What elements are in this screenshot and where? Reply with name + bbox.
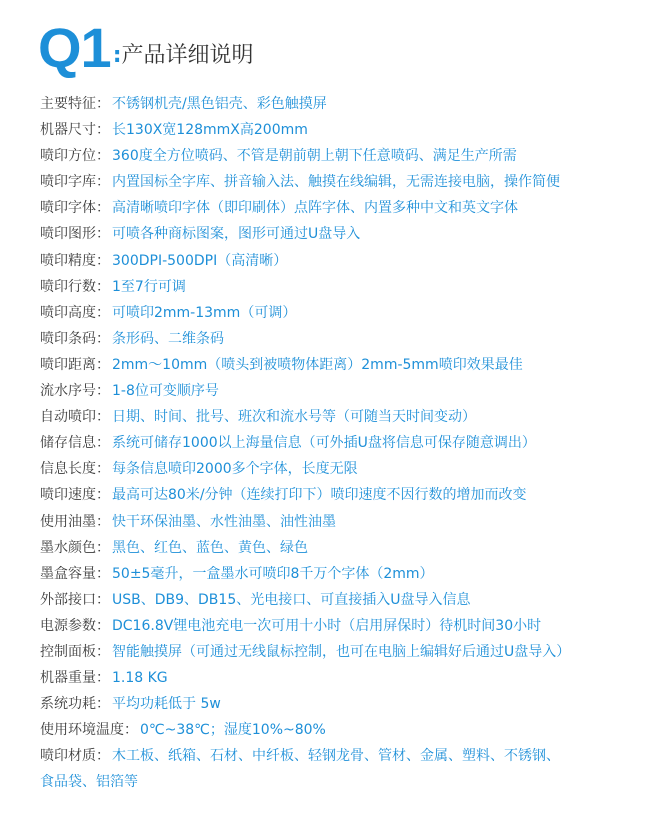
- spec-label: 系统功耗：: [40, 696, 110, 713]
- spec-value: 黑色、红色、蓝色、黄色、绿色: [112, 539, 308, 556]
- section-header: [38, 16, 254, 79]
- spec-label: 控制面板：: [40, 643, 110, 660]
- spec-label: 墨水颜色：: [40, 539, 110, 556]
- spec-value-continuation: 食品袋、铝箔等: [40, 774, 138, 791]
- page-title: [113, 42, 254, 70]
- spec-value: 最高可达80米/分钟（连续打印下）喷印速度不因行数的增加而改变: [112, 487, 527, 504]
- spec-label: 使用环境温度：: [40, 722, 138, 739]
- spec-value: 0℃~38℃；湿度10%~80%: [140, 722, 326, 739]
- spec-row: [40, 691, 635, 717]
- spec-row: [40, 743, 635, 769]
- spec-row: [40, 91, 635, 117]
- spec-value: 长130X宽128mmX高200mm: [112, 122, 308, 139]
- spec-label: 主要特征：: [40, 96, 110, 112]
- spec-row: [40, 326, 635, 352]
- spec-row: [40, 221, 635, 247]
- spec-row: [40, 430, 635, 456]
- spec-row: [40, 456, 635, 482]
- spec-value: 1.18 KG: [112, 670, 168, 687]
- spec-label: 喷印距离：: [40, 356, 110, 373]
- spec-label: 自动喷印：: [40, 409, 110, 426]
- spec-row: [40, 535, 635, 561]
- spec-value: 内置国标全字库、拼音输入法、触摸在线编辑，无需连接电脑，操作简便: [112, 174, 560, 191]
- spec-value: 快干环保油墨、水性油墨、油性油墨: [112, 513, 336, 530]
- spec-value: 不锈钢机壳/黑色铝壳、彩色触摸屏: [112, 96, 327, 112]
- spec-label: 喷印材质：: [40, 748, 110, 765]
- spec-value: 日期、时间、批号、班次和流水号等（可随当天时间变动）: [112, 409, 476, 426]
- spec-row: [40, 639, 635, 665]
- spec-value: 1-8位可变顺序号: [112, 383, 219, 400]
- spec-row: [40, 169, 635, 195]
- spec-value: 可喷印2mm-13mm（可调）: [112, 304, 297, 321]
- spec-label: 信息长度：: [40, 461, 110, 478]
- spec-value: 可喷各种商标图案，图形可通过U盘导入: [112, 226, 361, 243]
- spec-row: [40, 482, 635, 508]
- spec-label: 电源参数：: [40, 617, 110, 634]
- spec-row: [40, 717, 635, 743]
- spec-row: [40, 248, 635, 274]
- spec-row: [40, 378, 635, 404]
- spec-label: 喷印条码：: [40, 330, 110, 347]
- spec-value: 系统可储存1000以上海量信息（可外插U盘将信息可保存随意调出）: [112, 435, 536, 452]
- spec-label: 喷印图形：: [40, 226, 110, 243]
- spec-label: 喷印字库：: [40, 174, 110, 191]
- spec-label: 墨盒容量：: [40, 565, 110, 582]
- spec-value: 每条信息喷印2000多个字体，长度无限: [112, 461, 358, 478]
- spec-value: 50±5毫升，一盒墨水可喷印8千万个字体（2mm）: [112, 565, 434, 582]
- spec-label: 喷印行数：: [40, 278, 110, 295]
- spec-row: [40, 509, 635, 535]
- spec-value: 1至7行可调: [112, 278, 186, 295]
- spec-label: 喷印高度：: [40, 304, 110, 321]
- spec-label: 使用油墨：: [40, 513, 110, 530]
- spec-row: [40, 587, 635, 613]
- section-number-badge: Q1: [38, 16, 111, 79]
- spec-label: 流水序号：: [40, 383, 110, 400]
- spec-row: [40, 613, 635, 639]
- spec-value: 2mm～10mm（喷头到被喷物体距离）2mm-5mm喷印效果最佳: [112, 356, 523, 373]
- spec-row: [40, 665, 635, 691]
- spec-value: 300DPI-500DPI（高清晰）: [112, 252, 288, 269]
- spec-label: 喷印精度：: [40, 252, 110, 269]
- spec-row: [40, 143, 635, 169]
- spec-list: [40, 91, 635, 796]
- spec-label: 外部接口：: [40, 591, 110, 608]
- spec-row: [40, 404, 635, 430]
- spec-value: USB、DB9、DB15、光电接口、可直接插入U盘导入信息: [112, 591, 471, 608]
- title-colon: :: [112, 43, 122, 68]
- spec-value: 木工板、纸箱、石材、中纤板、轻钢龙骨、管材、金属、塑料、不锈钢、: [112, 748, 560, 765]
- spec-label: 喷印速度：: [40, 487, 110, 504]
- spec-label: 储存信息：: [40, 435, 110, 452]
- spec-value: 高清晰喷印字体（即印刷体）点阵字体、内置多种中文和英文字体: [112, 200, 518, 217]
- spec-row: [40, 274, 635, 300]
- spec-value: 智能触摸屏（可通过无线鼠标控制，也可在电脑上编辑好后通过U盘导入）: [112, 643, 571, 660]
- title-label: 产品详细说明: [121, 43, 254, 68]
- spec-label: 机器尺寸：: [40, 122, 110, 139]
- spec-row: [40, 561, 635, 587]
- spec-label: 喷印方位：: [40, 148, 110, 165]
- spec-value: 360度全方位喷码、不管是朝前朝上朝下任意喷码、满足生产所需: [112, 148, 517, 165]
- spec-row: [40, 352, 635, 378]
- spec-row: [40, 117, 635, 143]
- spec-row: [40, 300, 635, 326]
- spec-value: 平均功耗低于 5w: [112, 696, 221, 713]
- spec-label: 机器重量：: [40, 670, 110, 687]
- spec-row: [40, 195, 635, 221]
- spec-value: 条形码、二维条码: [112, 330, 224, 347]
- spec-value: DC16.8V锂电池充电一次可用十小时（启用屏保时）待机时间30小时: [112, 617, 542, 634]
- spec-label: 喷印字体：: [40, 200, 110, 217]
